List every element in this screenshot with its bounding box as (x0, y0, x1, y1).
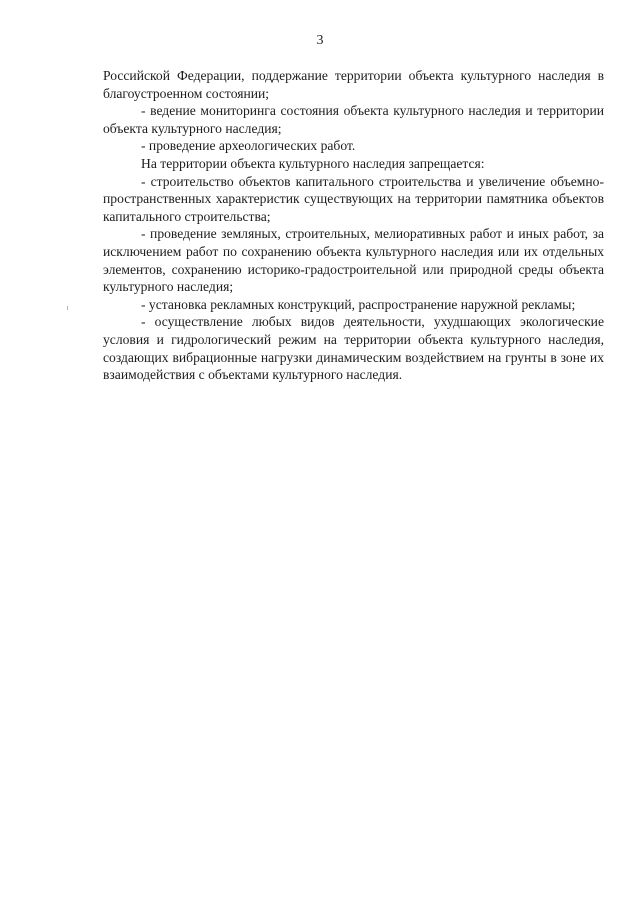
paragraph-monitoring: - ведение мониторинга состояния объекта культурного наследия и территории объекта культурного наследия; (103, 103, 604, 136)
paragraph-activities: - осуществление любых видов деятельности, ухудшающих экологические условия и гидрологический режим на территории объекта культурного наследия, создающих вибрационные нагрузки динамическим воздействием на грунты в зоне их взаимодействия с объектами культурного наследия. (103, 314, 604, 383)
document-body (103, 67, 604, 384)
scan-margin-mark (67, 306, 68, 310)
paragraph-archaeology: - проведение археологических работ. (141, 138, 356, 154)
paragraph-advertising: - установка рекламных конструкций, распространение наружной рекламы; (141, 296, 576, 312)
paragraph-construction: - строительство объектов капитального строительства и увеличение объемно-пространственных характеристик существующих на территории памятника объектов капитального строительства; (103, 173, 604, 224)
page-number: 3 (316, 33, 324, 48)
paragraph-prohibited-heading: На территории объекта культурного наследия запрещается: (141, 155, 485, 171)
paragraph-earthworks: - проведение земляных, строительных, мелиоративных работ и иных работ, за исключением работ по сохранению объекта культурного наследия или их отдельных элементов, сохранению историко-градостроительной или природной среды объекта культурного наследия; (103, 226, 604, 295)
paragraph-continuation: Российской Федерации, поддержание территории объекта культурного наследия в благоустроенном состоянии; (103, 68, 604, 101)
